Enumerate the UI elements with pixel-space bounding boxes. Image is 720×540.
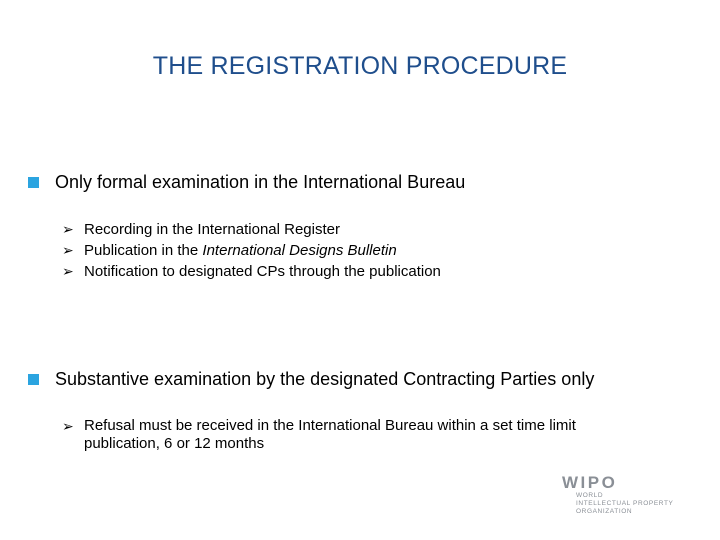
arrow-bullet-icon: ➢ (62, 263, 74, 279)
list-item-text (84, 240, 397, 261)
list-item (62, 219, 441, 240)
logo-line-1: WORLD (576, 492, 604, 499)
arrow-bullet-icon: ➢ (62, 221, 74, 237)
arrow-bullet-icon: ➢ (62, 242, 74, 258)
section-1-heading: Only formal examination in the International Bureau (55, 172, 466, 192)
list-item-line-1: Refusal must be received in the International Bureau within a set time limit (84, 417, 576, 434)
logo-line-3: ORGANIZATION (576, 508, 633, 515)
section-1-list (62, 219, 441, 282)
section-2-heading: Substantive examination by the designated Contracting Parties only (55, 369, 595, 389)
list-item-text: Notification to designated CPs through the publication (84, 263, 441, 280)
logo-line-2: INTELLECTUAL PROPERTY (576, 500, 674, 507)
arrow-bullet-icon: ➢ (62, 418, 74, 434)
list-item-text (84, 417, 576, 453)
list-item (62, 261, 441, 282)
list-item-line-2: publication, 6 or 12 months (84, 435, 265, 452)
list-item-prefix: Publication in the (84, 242, 203, 259)
list-item-text: Recording in the International Register (84, 221, 340, 238)
logo-wordmark: WIPO (562, 473, 618, 492)
list-item (62, 417, 576, 453)
square-bullet-icon (28, 374, 39, 385)
list-item (62, 240, 441, 261)
wipo-logo (562, 474, 673, 516)
section-2-list (62, 417, 576, 453)
section-2-heading-row (28, 369, 594, 390)
section-1-heading-row (28, 172, 465, 193)
slide-title: THE REGISTRATION PROCEDURE (152, 52, 568, 80)
square-bullet-icon (28, 177, 39, 188)
publication-name: International Designs Bulletin (202, 242, 397, 259)
